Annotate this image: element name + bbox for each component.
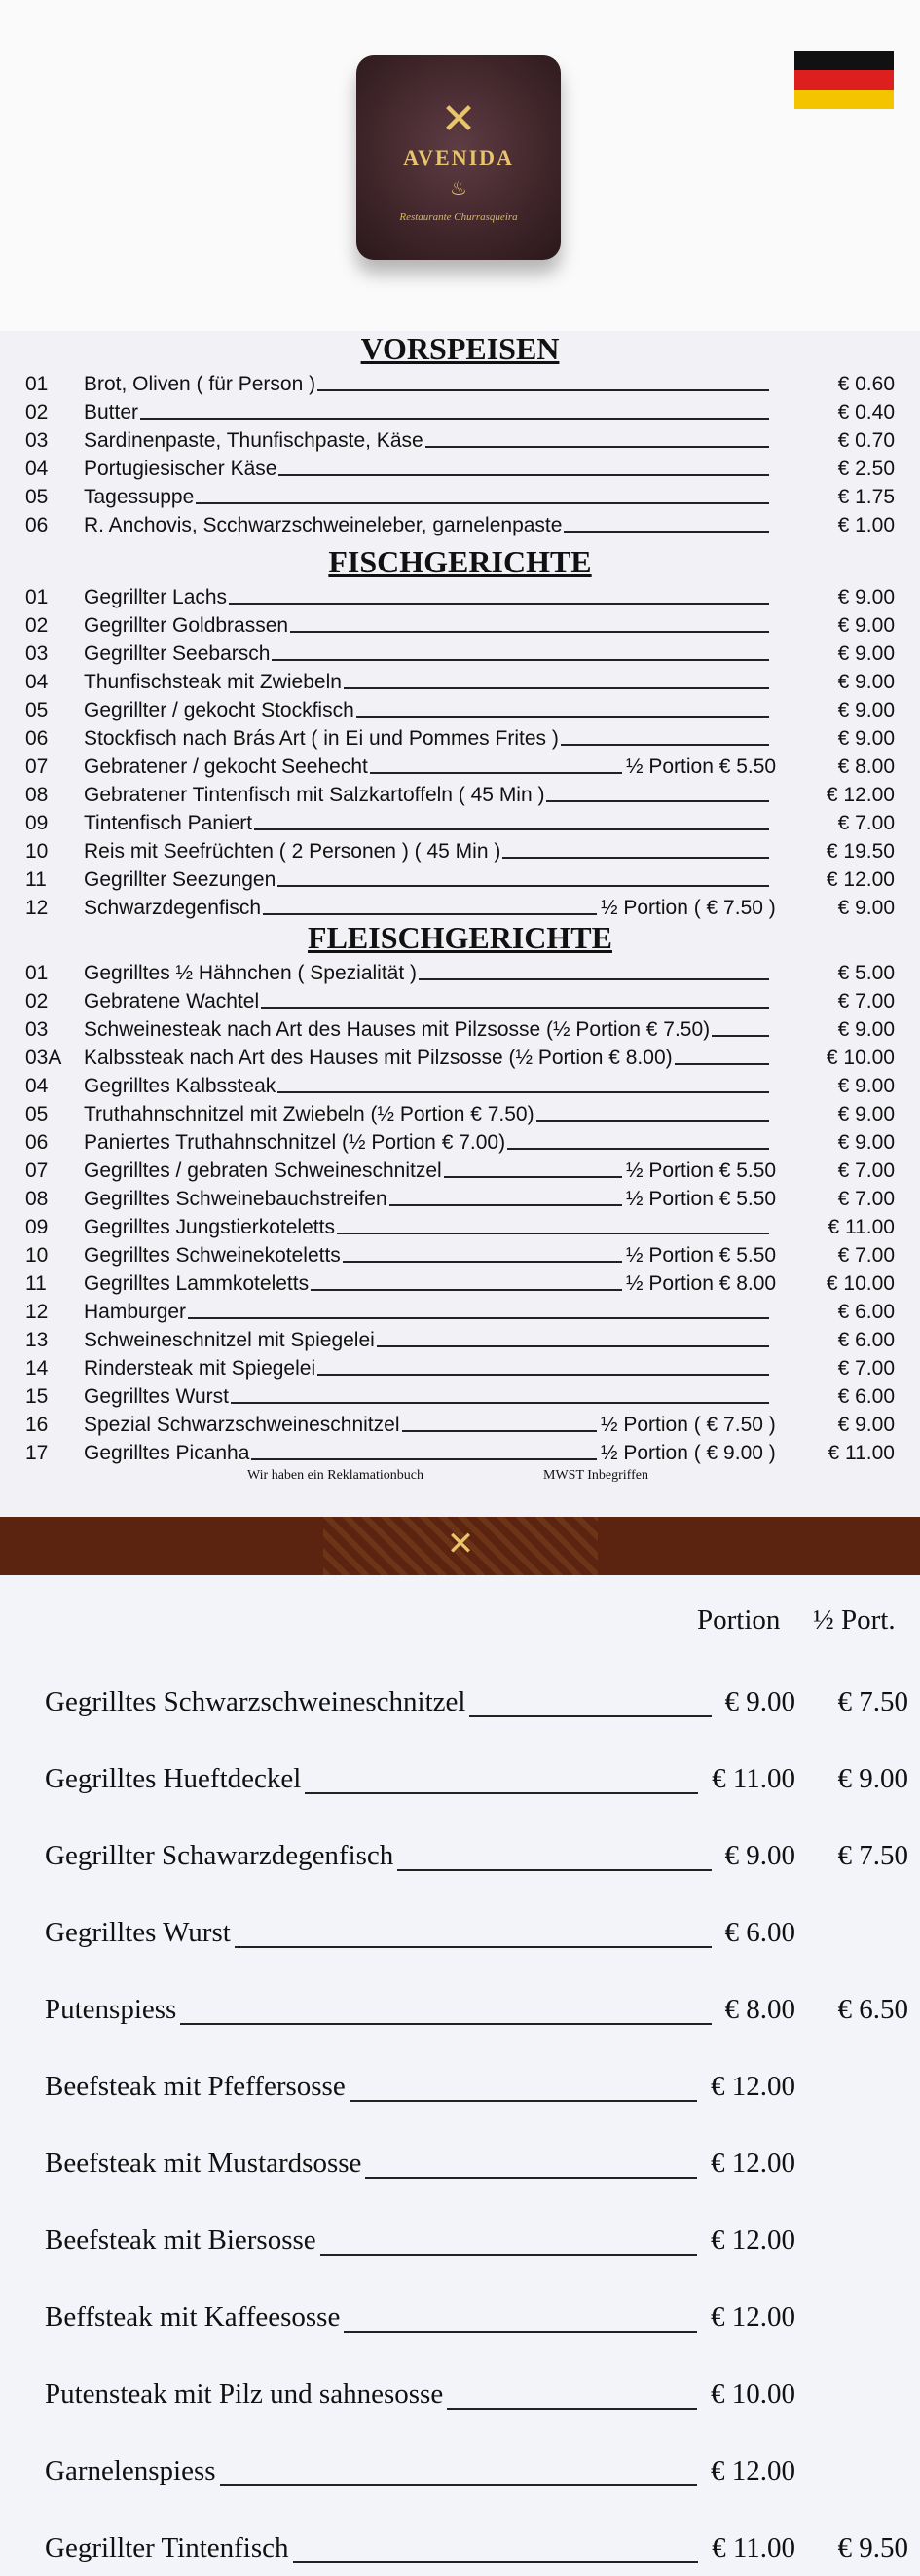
item-name: Sardinenpaste, Thunfischpaste, Käse [84, 429, 423, 452]
leader-line [317, 389, 769, 391]
item-name: Gebratener / gekocht Seehecht [84, 755, 368, 778]
item-price: € 9.00 [837, 1075, 895, 1097]
restaurant-logo [356, 55, 561, 260]
item-name: Stockfisch nach Brás Art ( in Ei und Pommes Frites ) [84, 727, 559, 750]
item-price: € 9.00 [837, 1103, 895, 1125]
item-price: € 7.00 [837, 1159, 895, 1182]
item-price: € 6.00 [837, 1301, 895, 1323]
item-number: 09 [25, 812, 49, 834]
item-name: Gegrillter Goldbrassen [84, 614, 289, 637]
item-name: Putenspiess [45, 1994, 177, 2025]
menu-row [0, 2528, 920, 2567]
item-price: € 7.00 [837, 990, 895, 1012]
leader-line [447, 2408, 697, 2410]
menu-row [0, 1354, 920, 1382]
leader-line [337, 1233, 769, 1234]
item-number: 06 [25, 514, 49, 536]
item-number: 14 [25, 1357, 49, 1380]
item-name: Hamburger [84, 1301, 187, 1323]
item-price: € 10.00 [826, 1272, 895, 1295]
half-portion-note: ½ Portion € 5.50 [626, 755, 777, 778]
item-price: € 0.40 [837, 401, 895, 423]
leader-line [180, 2023, 712, 2025]
menu-row [0, 1015, 920, 1044]
leader-line [229, 603, 769, 605]
item-name: Spezial Schwarzschweineschnitzel [84, 1414, 400, 1436]
leader-line [320, 2254, 697, 2256]
price-portion: € 9.00 [724, 1686, 795, 1717]
menu-row [0, 2374, 920, 2413]
item-name: Beefsteak mit Biersosse [45, 2225, 316, 2256]
item-price: € 9.00 [837, 614, 895, 637]
half-portion-note: ½ Portion ( € 9.00 ) [601, 1442, 776, 1464]
menu-row [0, 1100, 920, 1128]
menu-row [0, 2221, 920, 2260]
column-header-half-portion: ½ Port. [813, 1604, 896, 1636]
menu-row [0, 1185, 920, 1213]
item-price: € 0.70 [837, 429, 895, 452]
column-header-portion: Portion [697, 1604, 781, 1636]
half-portion-note: ½ Portion ( € 7.50 ) [601, 1414, 776, 1436]
leader-line [564, 531, 769, 533]
item-name: Gegrilltes / gebraten Schweineschnitzel [84, 1159, 442, 1182]
price-portion: € 12.00 [711, 2455, 795, 2486]
item-name: Butter [84, 401, 139, 423]
item-price: € 7.00 [837, 812, 895, 834]
item-name: Schweineschnitzel mit Spiegelei [84, 1329, 375, 1351]
item-name: Gegrilltes Hueftdeckel [45, 1763, 302, 1794]
item-name: Gegrillter Seezungen [84, 868, 276, 891]
item-number: 16 [25, 1414, 49, 1436]
leader-line [370, 772, 622, 774]
menu-row [0, 1439, 920, 1467]
leader-line [220, 2484, 697, 2486]
price-portion: € 10.00 [711, 2378, 795, 2410]
item-price: € 0.60 [837, 373, 895, 395]
item-name: Gebratene Wachtel [84, 990, 260, 1012]
item-number: 03A [25, 1047, 62, 1069]
item-number: 11 [25, 1272, 47, 1295]
menu-row [0, 483, 920, 511]
menu-row [0, 865, 920, 894]
price-portion: € 11.00 [712, 2532, 795, 2563]
item-price: € 1.00 [837, 514, 895, 536]
footer-vat-note: MWST Inbegriffen [543, 1468, 648, 1483]
leader-line [311, 1289, 622, 1291]
item-name: Gegrilltes Picanha [84, 1442, 250, 1464]
item-number: 09 [25, 1216, 49, 1238]
leader-line [305, 1792, 698, 1794]
item-number: 06 [25, 1131, 49, 1154]
item-name: Tagessuppe [84, 486, 195, 508]
price-half-portion: € 7.50 [837, 1840, 908, 1871]
leader-line [196, 502, 769, 504]
menu-row [0, 2144, 920, 2183]
leader-line [397, 1869, 712, 1871]
item-number: 03 [25, 643, 49, 665]
item-name: Thunfischsteak mit Zwiebeln [84, 671, 342, 693]
item-name: Garnelenspiess [45, 2455, 216, 2486]
heading-fischgerichte: FISCHGERICHTE [328, 544, 592, 579]
item-name: Gegrilltes Wurst [45, 1917, 231, 1948]
item-price: € 5.00 [837, 962, 895, 984]
item-number: 02 [25, 401, 49, 423]
menu-row [0, 611, 920, 640]
leader-line [344, 687, 769, 689]
leader-line [444, 1176, 622, 1178]
menu-row [0, 640, 920, 668]
leader-line [469, 1715, 712, 1717]
menu-row [0, 1157, 920, 1185]
menu-row [0, 398, 920, 426]
logo-brand: AVENIDA [403, 145, 514, 169]
menu-row [0, 511, 920, 539]
item-price: € 9.00 [837, 671, 895, 693]
menu-row [0, 1382, 920, 1411]
crossed-cutlery-icon: ✕ [446, 1526, 475, 1563]
leader-line [261, 1007, 769, 1009]
menu-row [0, 696, 920, 724]
item-number: 12 [25, 897, 49, 919]
item-number: 12 [25, 1301, 49, 1323]
item-name: Rindersteak mit Spiegelei [84, 1357, 316, 1380]
item-number: 07 [25, 1159, 49, 1182]
menu-row [0, 583, 920, 611]
leader-line [272, 659, 769, 661]
item-price: € 9.00 [837, 1414, 895, 1436]
item-name: Gebratener Tintenfisch mit Salzkartoffeln ( 45 Min ) [84, 784, 545, 806]
menu-row [0, 1298, 920, 1326]
item-number: 05 [25, 699, 49, 721]
item-number: 07 [25, 755, 49, 778]
logo-subtitle: Restaurante Churrasqueira [399, 211, 518, 223]
leader-line [317, 1374, 769, 1376]
item-price: € 6.00 [837, 1385, 895, 1408]
item-name: Portugiesischer Käse [84, 458, 277, 480]
leader-line [254, 828, 769, 830]
item-price: € 12.00 [826, 868, 895, 891]
item-number: 17 [25, 1442, 49, 1464]
menu-row [0, 753, 920, 781]
menu-row [0, 1326, 920, 1354]
menu-row [0, 1241, 920, 1270]
header-area [0, 0, 920, 331]
item-name: Gegrilltes Schweinebauchstreifen [84, 1188, 387, 1210]
menu-row [0, 781, 920, 809]
item-name: Schweinesteak nach Art des Hauses mit Pilzsosse (½ Portion € 7.50) [84, 1018, 711, 1041]
item-number: 04 [25, 1075, 49, 1097]
item-name: Brot, Oliven ( für Person ) [84, 373, 316, 395]
item-price: € 19.50 [826, 840, 895, 863]
item-name: Gegrilltes Lammkoteletts [84, 1272, 310, 1295]
item-price: € 9.00 [837, 727, 895, 750]
item-number: 08 [25, 1188, 49, 1210]
leader-line [278, 474, 769, 476]
item-name: Gegrillter Schawarzdegenfisch [45, 1840, 394, 1871]
leader-line [507, 1148, 769, 1150]
item-price: € 8.00 [837, 755, 895, 778]
price-half-portion: € 6.50 [837, 1994, 908, 2025]
item-name: Gegrilltes Wurst [84, 1385, 229, 1408]
leader-line [263, 913, 597, 915]
item-number: 13 [25, 1329, 49, 1351]
item-number: 02 [25, 990, 49, 1012]
item-name: Paniertes Truthahnschnitzel (½ Portion € 7.00) [84, 1131, 506, 1154]
menu-row [0, 1913, 920, 1952]
leader-line [188, 1317, 769, 1319]
leader-line [235, 1946, 712, 1948]
item-number: 04 [25, 458, 49, 480]
item-number: 08 [25, 784, 49, 806]
item-price: € 12.00 [826, 784, 895, 806]
item-name: Beffsteak mit Kaffeesosse [45, 2301, 341, 2333]
menu-row [0, 1682, 920, 1721]
leader-line [377, 1345, 769, 1347]
item-number: 01 [25, 962, 49, 984]
price-portion: € 8.00 [724, 1994, 795, 2025]
item-number: 02 [25, 614, 49, 637]
leader-line [343, 1261, 622, 1263]
item-price: € 9.00 [837, 586, 895, 608]
leader-line [546, 800, 769, 802]
footer-complaints-note: Wir haben ein Reklamationbuch [247, 1468, 423, 1483]
menu-row [0, 809, 920, 837]
menu-row [0, 455, 920, 483]
item-name: Putensteak mit Pilz und sahnesosse [45, 2378, 444, 2410]
item-price: € 1.75 [837, 486, 895, 508]
leader-line [389, 1204, 622, 1206]
menu-row [0, 2067, 920, 2106]
menu-row [0, 370, 920, 398]
half-portion-note: ½ Portion € 8.00 [626, 1272, 777, 1295]
half-portion-note: ½ Portion € 5.50 [626, 1188, 777, 1210]
item-name: Gegrilltes Kalbssteak [84, 1075, 276, 1097]
item-name: Kalbssteak nach Art des Hauses mit Pilzsosse (½ Portion € 8.00) [84, 1047, 673, 1069]
menu-row [0, 1411, 920, 1439]
item-price: € 9.00 [837, 897, 895, 919]
leader-line [231, 1402, 769, 1404]
price-half-portion: € 9.00 [837, 1763, 908, 1794]
item-number: 01 [25, 373, 49, 395]
menu-row [0, 668, 920, 696]
leader-line [251, 1458, 597, 1460]
menu-row [0, 1213, 920, 1241]
price-portion: € 12.00 [711, 2071, 795, 2102]
item-number: 03 [25, 429, 49, 452]
leader-line [561, 744, 769, 746]
half-portion-note: ½ Portion ( € 7.50 ) [601, 897, 776, 919]
item-number: 01 [25, 586, 49, 608]
item-price: € 2.50 [837, 458, 895, 480]
item-name: Gegrillter / gekocht Stockfisch [84, 699, 354, 721]
item-price: € 7.00 [837, 1188, 895, 1210]
menu-row [0, 1990, 920, 2029]
item-name: Gegrilltes ½ Hähnchen ( Spezialität ) [84, 962, 417, 984]
leader-line [712, 1035, 769, 1037]
heading-fleischgerichte: FLEISCHGERICHTE [308, 920, 612, 955]
menu-row [0, 894, 920, 922]
leader-line [350, 2100, 697, 2102]
item-name: Beefsteak mit Mustardsosse [45, 2148, 362, 2179]
menu-row [0, 987, 920, 1015]
flame-icon: ♨ [450, 178, 467, 200]
leader-line [290, 631, 769, 633]
item-number: 05 [25, 486, 49, 508]
item-price: € 11.00 [828, 1442, 895, 1464]
price-portion: € 12.00 [711, 2148, 795, 2179]
menu-row [0, 837, 920, 865]
item-price: € 7.00 [837, 1357, 895, 1380]
menu-row [0, 1759, 920, 1798]
menu-row [0, 1128, 920, 1157]
leader-line [277, 1091, 769, 1093]
leader-line [502, 857, 769, 859]
menu-row [0, 1836, 920, 1875]
item-number: 10 [25, 840, 49, 863]
price-half-portion: € 7.50 [837, 1686, 908, 1717]
item-number: 06 [25, 727, 49, 750]
menu-row [0, 724, 920, 753]
item-name: Beefsteak mit Pfeffersosse [45, 2071, 346, 2102]
item-name: Gegrillter Lachs [84, 586, 228, 608]
leader-line [419, 978, 769, 980]
item-number: 11 [25, 868, 47, 891]
menu-row [0, 959, 920, 987]
item-price: € 11.00 [828, 1216, 895, 1238]
item-price: € 7.00 [837, 1244, 895, 1267]
item-number: 04 [25, 671, 49, 693]
item-name: Gegrilltes Schwarzschweineschnitzel [45, 1686, 466, 1717]
item-number: 03 [25, 1018, 49, 1041]
item-name: Truthahnschnitzel mit Zwiebeln (½ Portion € 7.50) [84, 1103, 534, 1125]
item-price: € 10.00 [826, 1047, 895, 1069]
item-price: € 6.00 [837, 1329, 895, 1351]
item-name: Gegrillter Seebarsch [84, 643, 271, 665]
leader-line [140, 418, 769, 420]
menu-row [0, 2451, 920, 2490]
item-name: Gegrillter Tintenfisch [45, 2532, 289, 2563]
leader-line [675, 1063, 769, 1065]
half-portion-note: ½ Portion € 5.50 [626, 1244, 777, 1267]
leader-line [425, 446, 769, 448]
price-portion: € 9.00 [724, 1840, 795, 1871]
price-portion: € 12.00 [711, 2301, 795, 2333]
leader-line [277, 885, 769, 887]
item-name: R. Anchovis, Scchwarzschweineleber, garnelenpaste [84, 514, 563, 536]
menu-row [0, 426, 920, 455]
price-portion: € 12.00 [711, 2225, 795, 2256]
menu-row [0, 1270, 920, 1298]
item-price: € 9.00 [837, 1131, 895, 1154]
heading-vorspeisen: VORSPEISEN [360, 331, 560, 366]
menu-row [0, 2298, 920, 2337]
item-name: Reis mit Seefrüchten ( 2 Personen ) ( 45 Min ) [84, 840, 501, 863]
leader-line [344, 2331, 697, 2333]
item-number: 10 [25, 1244, 49, 1267]
leader-line [536, 1120, 769, 1122]
leader-line [402, 1430, 597, 1432]
crossed-cutlery-icon: ✕ [440, 95, 477, 143]
second-menu-section [0, 1575, 920, 2576]
item-price: € 9.00 [837, 1018, 895, 1041]
price-portion: € 6.00 [724, 1917, 795, 1948]
menu-row [0, 1044, 920, 1072]
price-portion: € 11.00 [712, 1763, 795, 1794]
german-flag-icon[interactable] [794, 51, 894, 109]
item-name: Tintenfisch Paniert [84, 812, 253, 834]
price-half-portion: € 9.50 [837, 2532, 908, 2563]
item-price: € 9.00 [837, 643, 895, 665]
item-name: Gegrilltes Jungstierkoteletts [84, 1216, 335, 1238]
leader-line [356, 716, 769, 718]
decorative-band [0, 1517, 920, 1575]
item-name: Schwarzdegenfisch [84, 897, 262, 919]
leader-line [365, 2177, 697, 2179]
item-number: 15 [25, 1385, 49, 1408]
item-number: 05 [25, 1103, 49, 1125]
menu-row [0, 1072, 920, 1100]
item-name: Gegrilltes Schweinekoteletts [84, 1244, 341, 1267]
main-menu-section [0, 331, 920, 1517]
item-price: € 9.00 [837, 699, 895, 721]
half-portion-note: ½ Portion € 5.50 [626, 1159, 777, 1182]
leader-line [293, 2561, 698, 2563]
